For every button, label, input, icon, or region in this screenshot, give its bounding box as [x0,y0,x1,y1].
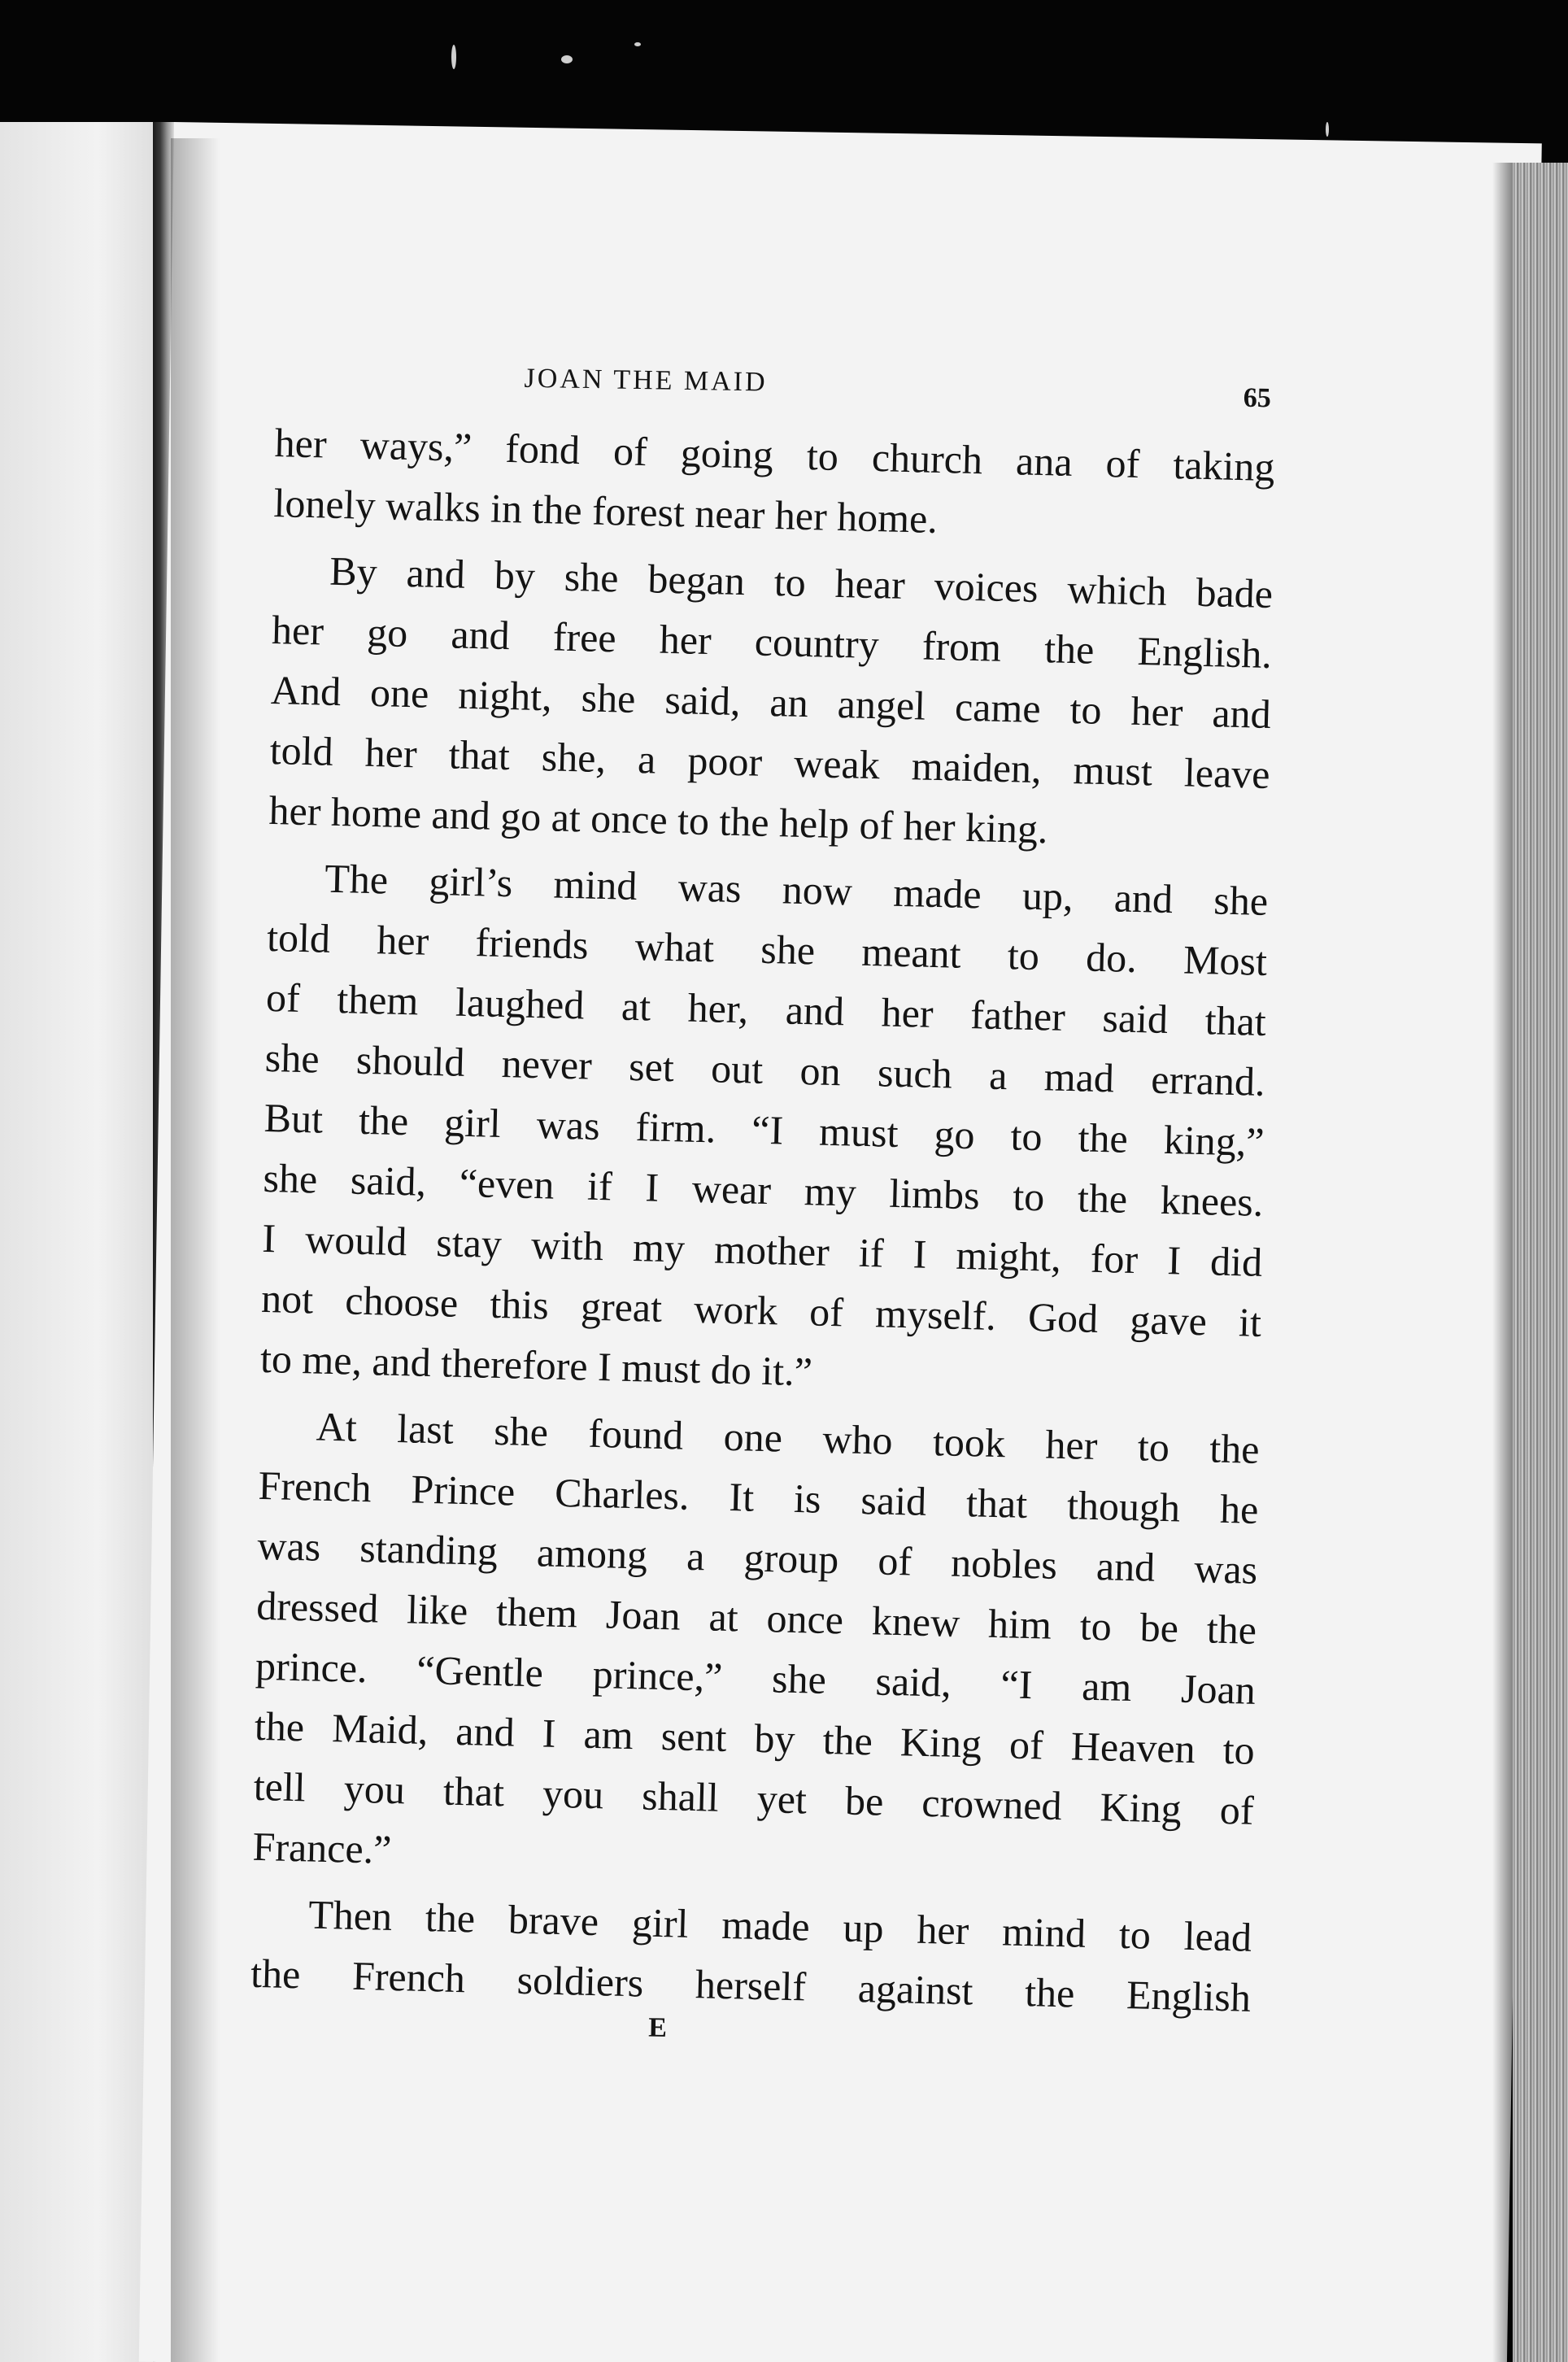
text-line: French Prince Charles. It is said that though he [258,1462,1260,1532]
dust-speck [561,55,573,63]
page-number: 65 [1243,382,1272,414]
dust-speck [451,45,456,69]
text-line: told her that she, a poor weak maiden, must leave [269,726,1271,797]
fore-edge-pages [1513,163,1568,2362]
gutter-shadow [171,138,220,2362]
text-line: to me, and therefore I must do it.” [259,1335,813,1395]
text-line: dressed like them Joan at once knew him to be the [255,1582,1257,1653]
text-line: By and by she began to hear voices which bade [329,547,1274,617]
text-line: was standing among a group of nobles and was [256,1522,1258,1593]
running-head: JOAN THE MAID [524,363,768,398]
text-line: But the girl was firm. “I must go to the king,” [264,1094,1265,1165]
text-line: lonely walks in the forest near her home. [272,479,939,542]
text-line: Then the brave girl made up her mind to lead [307,1891,1252,1960]
text-line: tell you that you shall yet be crowned King of [253,1763,1255,1833]
text-line: And one night, she said, an angel came to her and [270,666,1272,737]
previous-page-edge [0,122,163,2362]
text-line: prince. “Gentle prince,” she said, “I am Joan [255,1642,1257,1713]
text-line: of them laughed at her, and her father said that [265,974,1267,1044]
text-line: At last she found one who took her to the [316,1403,1261,1472]
text-line: I would stay with my mother if I might, for I did [261,1214,1263,1285]
text-line: she should never set out on such a mad errand. [264,1034,1266,1105]
text-line: the Maid, and I am sent by the King of Heaven to [254,1702,1256,1773]
text-line: not choose this great work of myself. God gave it [260,1275,1262,1345]
dust-speck [634,42,641,46]
text-line: her ways,” fond of going to church ana of taking [274,420,1276,490]
text-line: her home and go at once to the help of her king. [268,787,1049,852]
book-page [139,122,1542,2362]
body-text [250,412,1276,2019]
text-line: The girl’s mind was now made up, and she [324,855,1269,924]
text-line: France.” [252,1823,393,1872]
text-line: she said, “even if I wear my limbs to the knees. [262,1154,1264,1225]
signature-mark: E [647,2012,668,2043]
text-line: the French soldiers herself against the English [250,1950,1252,2020]
text-line: told her friends what she meant to do. Most [266,913,1268,984]
text-line: her go and free her country from the English. [271,606,1273,678]
dust-speck [1326,122,1329,137]
